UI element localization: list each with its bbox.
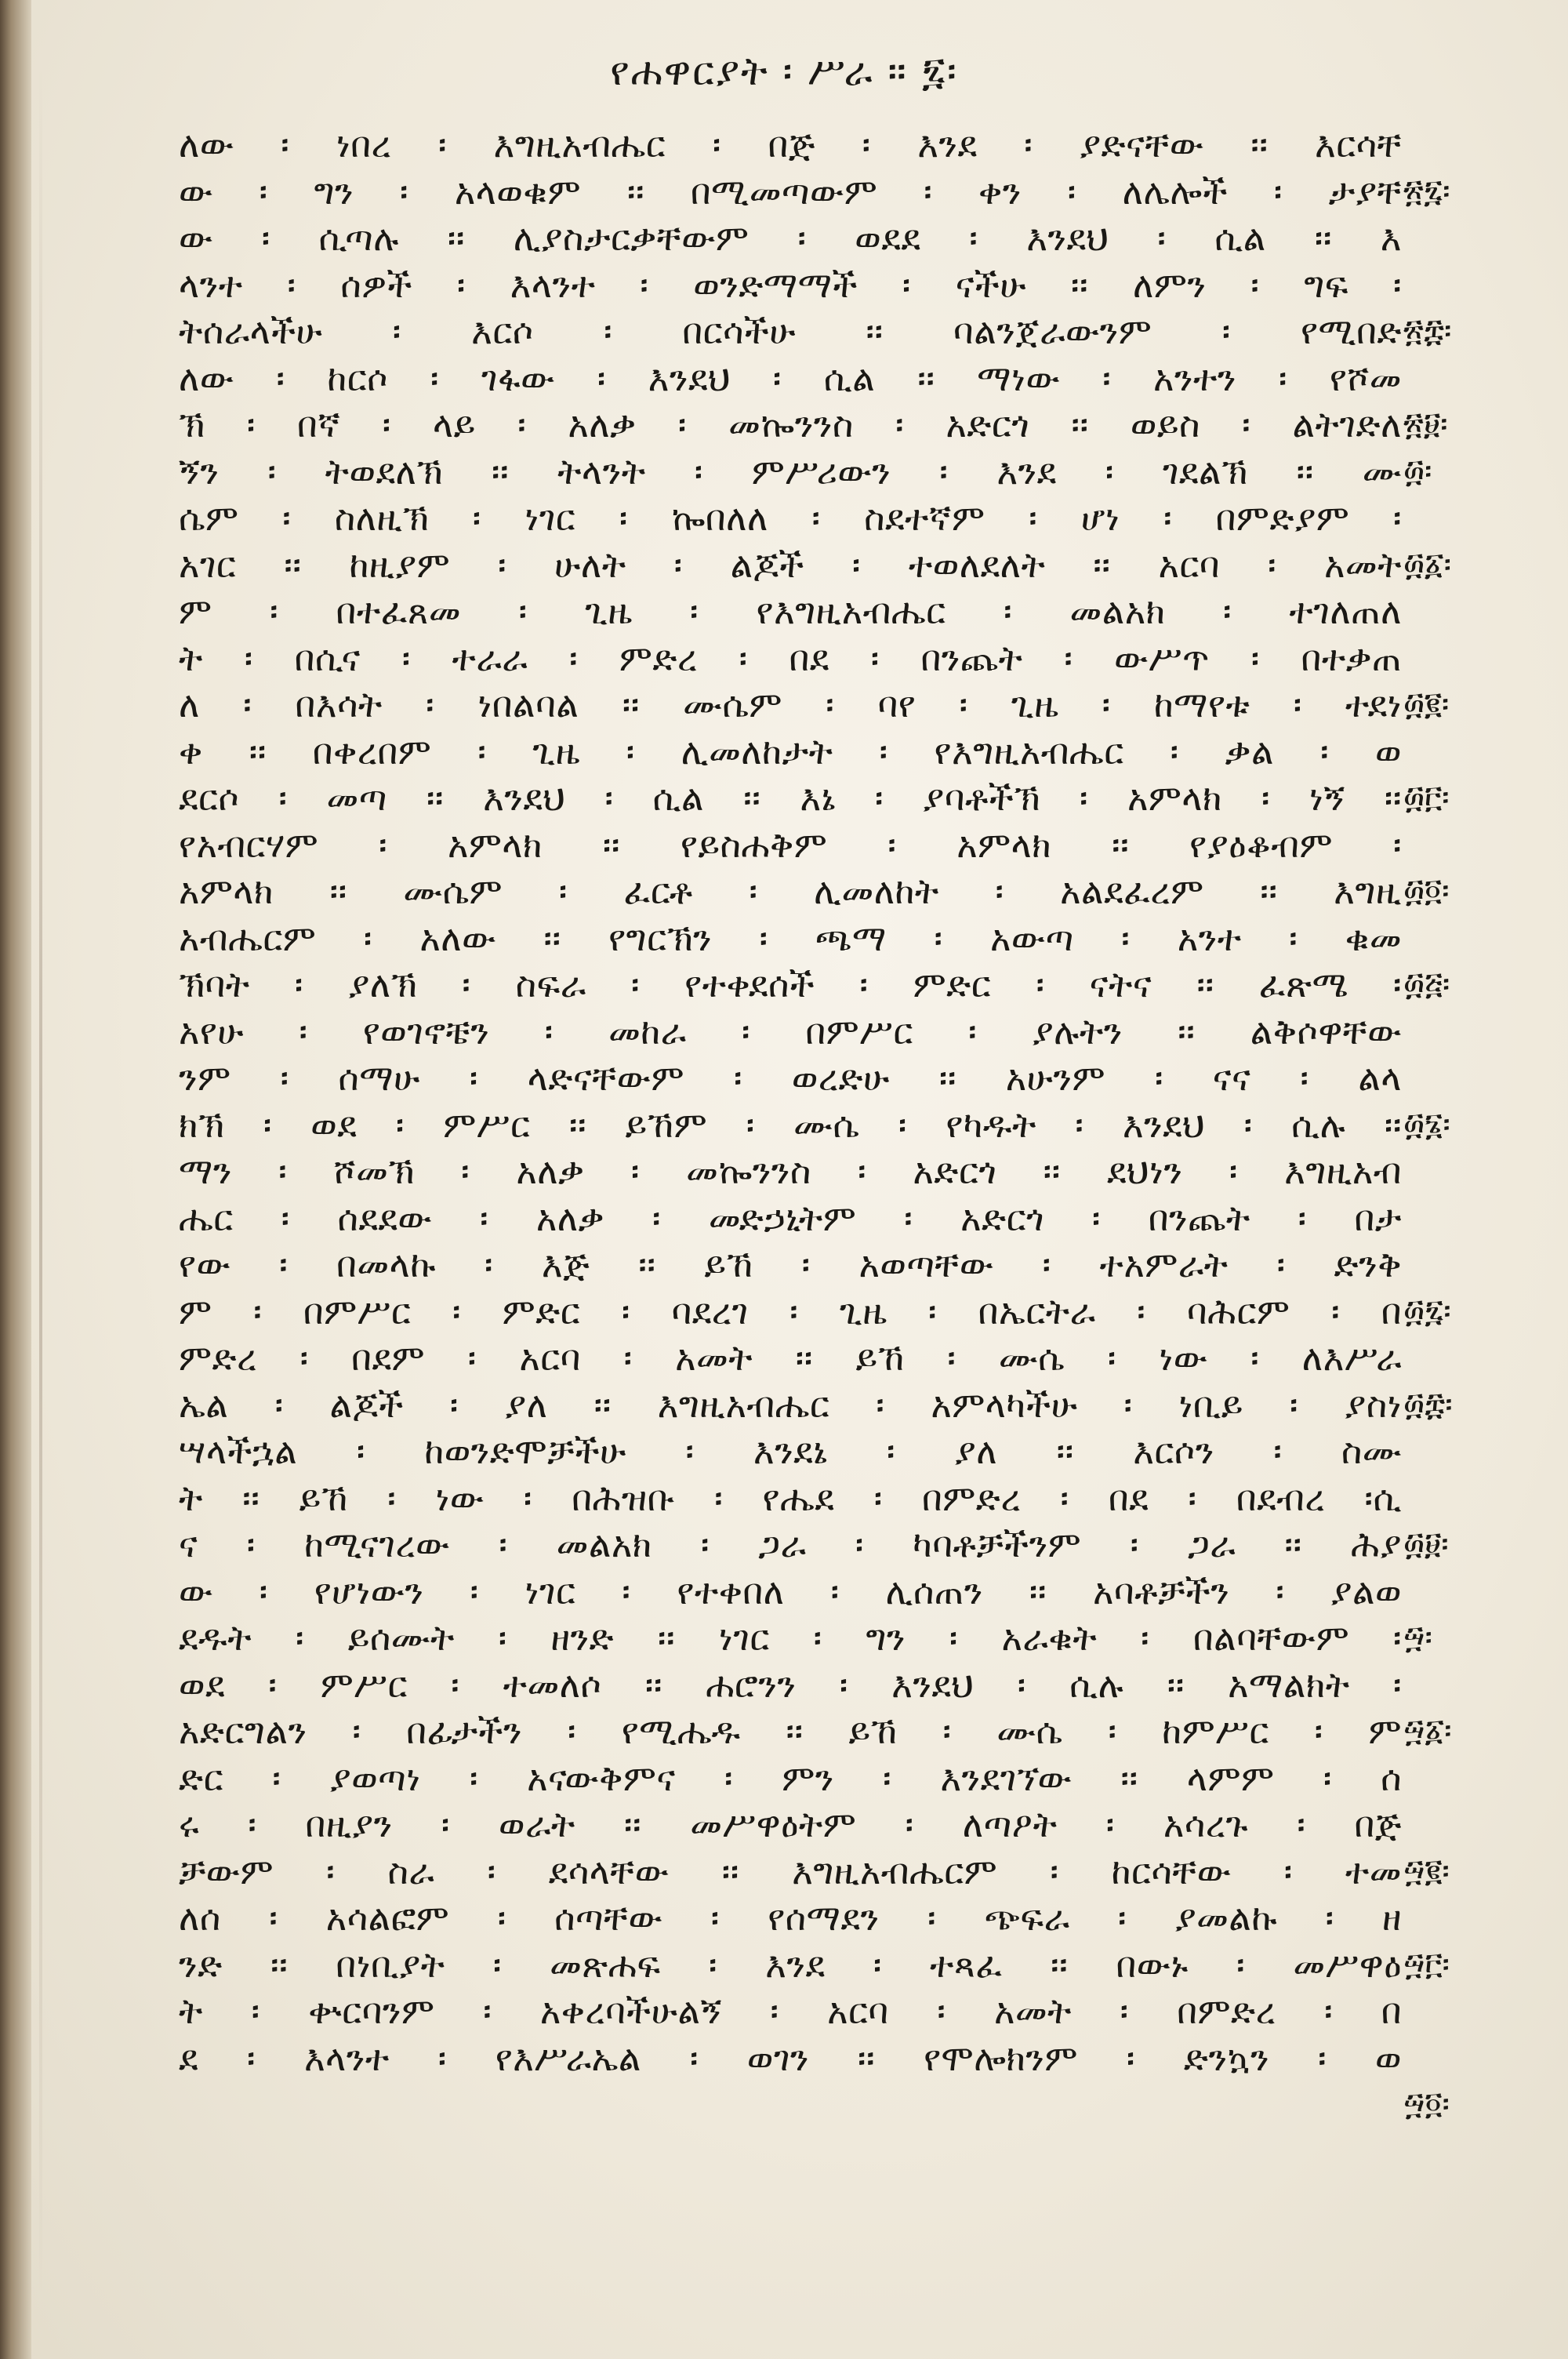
verse-number: ፳፱፡ xyxy=(1403,406,1448,442)
text-line: ም ፡ በምሥር ፡ ምድር ፡ ባደረገ ፡ ጊዜ ፡ በኤርትራ ፡ ባሕርም ፡ በ xyxy=(179,1290,1402,1332)
verse-number: ፴፫፡ xyxy=(1403,780,1450,816)
text-line: ደርሶ ፡ መጣ ፡፡ እንደህ ፡ ሲል ፡፡ እኔ ፡ ያባቶችኽ ፡ አምላክ ፡ ነኝ ፡፡ xyxy=(179,777,1402,819)
text-line: ኽ ፡ በኛ ፡ ላይ ፡ አለቃ ፡ መኰንንስ ፡ አድርጎ ፡፡ ወይስ ፡ ልትገድለ xyxy=(179,404,1402,445)
text-line: ቻውም ፡ ስራ ፡ ደሳላቸው ፡፡ እግዚአብሔርም ፡ ከርሳቸው ፡ ተመ xyxy=(179,1850,1402,1892)
text-line: አየሁ ፡ የወገኖቼን ፡ መከራ ፡ በምሥር ፡ ያሉትን ፡፡ ልቅሶዋቸው xyxy=(179,1010,1402,1052)
text-line: የአብርሃም ፡ አምላክ ፡፡ የይስሐቅም ፡ አምላክ ፡፡ የያዕቆብም ፡ xyxy=(179,823,1402,866)
text-line: አድርግልን ፡ በፊታችን ፡ የሚሔዱ ፡፡ ይኸ ፡ ሙሴ ፡ ከምሥር ፡ ም xyxy=(179,1710,1402,1752)
text-line: ው ፡ ሲጣሉ ፡፡ ሊያስታርቃቸውም ፡ ወደደ ፡ እንደህ ፡ ሲል ፡፡ እ xyxy=(179,217,1402,259)
text-line: ና ፡ ከሚናገረው ፡ መልአክ ፡ ጋራ ፡ ካባቶቻችንም ፡ ጋራ ፡፡ ሕያ xyxy=(179,1524,1402,1565)
verse-number: ፵፩፡ xyxy=(1403,1713,1452,1749)
verse-number: ፴፭፡ xyxy=(1403,966,1450,1002)
text-line: ለሰ ፡ አሳልፎም ፡ ሰጣቸው ፡ የሰማደን ፡ ጭፍራ ፡ ያመልኩ ፡ ዘ xyxy=(179,1897,1402,1939)
text-line: ት ፡ በሲና ፡ ተራራ ፡ ምድረ ፡ በደ ፡ በንጨት ፡ ውሥጥ ፡ በተቃጠ xyxy=(179,637,1402,679)
text-line: ማን ፡ ሾመኽ ፡ አለቃ ፡ መኰንንስ ፡ አድርጎ ፡፡ ደህነን ፡ እግዚአብ xyxy=(179,1150,1402,1192)
verse-number: ፴፩፡ xyxy=(1403,546,1452,583)
text-line: አብሔርም ፡ አለው ፡፡ የግርኽን ፡ ጫማ ፡ አውጣ ፡ አንተ ፡ ቁመ xyxy=(179,917,1402,959)
text-line: ትሰራላችሁ ፡ እርሶ ፡ በርሳችሁ ፡፡ ባልንጀራውንም ፡ የሚበድ xyxy=(179,311,1402,352)
verse-number: ፵፡ xyxy=(1403,1619,1432,1656)
text-line: ምድረ ፡ በደም ፡ አርባ ፡ አመት ፡፡ ይኸ ፡ ሙሴ ፡ ነው ፡ ለእሥራ xyxy=(179,1337,1402,1379)
text-line: ሣላችኋል ፡ ከወንድሞቻችሁ ፡ እንደኔ ፡ ያለ ፡፡ እርሶን ፡ ስሙ xyxy=(179,1430,1402,1472)
text-line: ላንተ ፡ ሰዎች ፡ እላንተ ፡ ወንድማማች ፡ ናችሁ ፡፡ ለምን ፡ ግፍ ፡ xyxy=(179,264,1402,306)
text-line: የው ፡ በመላኩ ፡ እጅ ፡፡ ይኸ ፡ አወጣቸው ፡ ተአምራት ፡ ድንቅ xyxy=(179,1244,1402,1285)
page-header: የሐዋርያት ፡ ሥራ ። ፯፡ xyxy=(610,49,958,94)
text-line: ደዱት ፡ ይሰሙት ፡ ዘንድ ፡፡ ነገር ፡ ግን ፡ አራቁት ፡ በልባቸውም ፡ xyxy=(179,1617,1402,1659)
verse-number: ፴፮፡ xyxy=(1403,1106,1450,1143)
verse-number: ፴፰፡ xyxy=(1403,1386,1453,1423)
text-line: ኤል ፡ ልጆች ፡ ያለ ፡፡ እግዚአብሔር ፡ አምላካችሁ ፡ ነቢይ ፡ ያስነ xyxy=(179,1383,1402,1426)
text-line: ኝን ፡ ትወደለኽ ፡፡ ትላንት ፡ ምሥሪውን ፡ እንደ ፡ ገደልኽ ፡፡ ሙ xyxy=(179,450,1402,493)
text-line: ንድ ፡፡ በነቢያት ፡ መጽሐፍ ፡ እንደ ፡ ተጻፈ ፡፡ በውኑ ፡ መሥዋዕ xyxy=(179,1943,1402,1986)
text-line: ለ ፡ በእሳት ፡ ነበልባል ፡፡ ሙሴም ፡ ባየ ፡ ጊዜ ፡ ከማየቱ ፡ ተደነ xyxy=(179,684,1402,725)
book-gutter-shadow xyxy=(0,0,31,2359)
verse-number: ፵፪፡ xyxy=(1403,1852,1450,1889)
text-line: ው ፡ የሆነውን ፡ ነገር ፡ የተቀበለ ፡ ሊሰጠን ፡፡ አባቶቻችን ፡ ያልወ xyxy=(179,1570,1402,1612)
text-line: ሩ ፡ በዚያን ፡ ወራት ፡፡ መሥዋዕትም ፡ ለጣዖት ፡ አሳረጉ ፡ በጅ xyxy=(179,1804,1402,1845)
page-crease xyxy=(39,63,42,2298)
text-line: አምላክ ፡፡ ሙሴም ፡ ፈርቶ ፡ ሊመለከት ፡ አልደፈረም ፡፡ እግዚ xyxy=(179,871,1402,912)
text-line: ድር ፡ ያወጣነ ፡ አናውቅምና ፡ ምን ፡ እንደገኘው ፡፡ ላምም ፡ ሰ xyxy=(179,1757,1402,1799)
text-line: ም ፡ በተፈጸመ ፡ ጊዜ ፡ የእግዚአብሔር ፡ መልአክ ፡ ተገለጠለ xyxy=(179,591,1402,632)
text-line: ት ፡፡ ይኸ ፡ ነው ፡ በሕዝቡ ፡ የሔደ ፡ በምድረ ፡ በደ ፡ በደብረ ፡ሲ xyxy=(179,1477,1402,1519)
verse-number: ፵፫፡ xyxy=(1403,1946,1450,1983)
verse-number: ፳፯፡ xyxy=(1403,173,1450,209)
text-line: ክኽ ፡ ወደ ፡ ምሥር ፡፡ ይኸም ፡ ሙሴ ፡ የካዱት ፡ እንደህ ፡ ሲሉ ፡፡ xyxy=(179,1103,1402,1146)
verse-number: ፴፡ xyxy=(1403,453,1432,489)
text-line: ንም ፡ ሰማሁ ፡ ላድናቸውም ፡ ወረድሁ ፡፡ አሁንም ፡ ናና ፡ ልላ xyxy=(179,1057,1402,1099)
verse-number: ፴፬፡ xyxy=(1403,873,1450,909)
text-line: ቀ ፡፡ በቀረበም ፡ ጊዜ ፡ ሊመለከታት ፡ የእግዚአብሔር ፡ ቃል ፡ ወ xyxy=(179,730,1402,772)
verse-number: ፴፱፡ xyxy=(1403,1526,1449,1562)
text-line: ለው ፡ ነበረ ፡ እግዚአብሔር ፡ በጅ ፡ እንደ ፡ ያድናቸው ፡፡ እርሳቸ xyxy=(179,124,1402,165)
verse-number: ፴፪፡ xyxy=(1403,686,1450,722)
text-line: ው ፡ ግን ፡ አላወቁም ፡፡ በሚመጣውም ፡ ቀን ፡ ለሌሎች ፡ ታያቸ xyxy=(179,170,1402,213)
text-column xyxy=(179,122,1402,2081)
text-line: ለው ፡ ከርሶ ፡ ገፋው ፡ እንደህ ፡ ሲል ፡፡ ማነው ፡ አንተን ፡ የሾመ xyxy=(179,357,1402,399)
text-line: ኽባት ፡ ያለኽ ፡ ስፍራ ፡ የተቀደሰች ፡ ምድር ፡ ናትና ፡፡ ፈጽሜ ፡ xyxy=(179,964,1402,1005)
verse-number: ፵፬፡ xyxy=(1403,2086,1450,2122)
text-line: ደ ፡ እላንተ ፡ የእሥራኤል ፡ ወገን ፡፡ የሞሎክንም ፡ ድንኳን ፡ ወ xyxy=(179,2037,1402,2079)
verse-number: ፴፯፡ xyxy=(1403,1292,1451,1329)
text-line: አገር ፡፡ ከዚያም ፡ ሁለት ፡ ልጆች ፡ ተወለደለት ፡፡ አርባ ፡ አመት xyxy=(179,543,1402,586)
text-line: ሴም ፡ ስለዚኽ ፡ ነገር ፡ ኰበለለ ፡ ስደተኛም ፡ ሆነ ፡ በምድያም ፡ xyxy=(179,497,1402,539)
text-line: ወደ ፡ ምሥር ፡ ተመለሶ ፡፡ ሐሮንን ፡ እንደህ ፡ ሲሉ ፡፡ አማልክት ፡ xyxy=(179,1663,1402,1706)
text-line: ት ፡ ቍርባንም ፡ አቀረባችሁልኝ ፡ አርባ ፡ አመት ፡ በምድረ ፡ በ xyxy=(179,1990,1402,2032)
verse-number: ፳፰፡ xyxy=(1403,313,1452,349)
text-line: ሔር ፡ ሰደደው ፡ አለቃ ፡ መድኃኒትም ፡ አድርጎ ፡ በንጨት ፡ በታ xyxy=(179,1197,1402,1239)
